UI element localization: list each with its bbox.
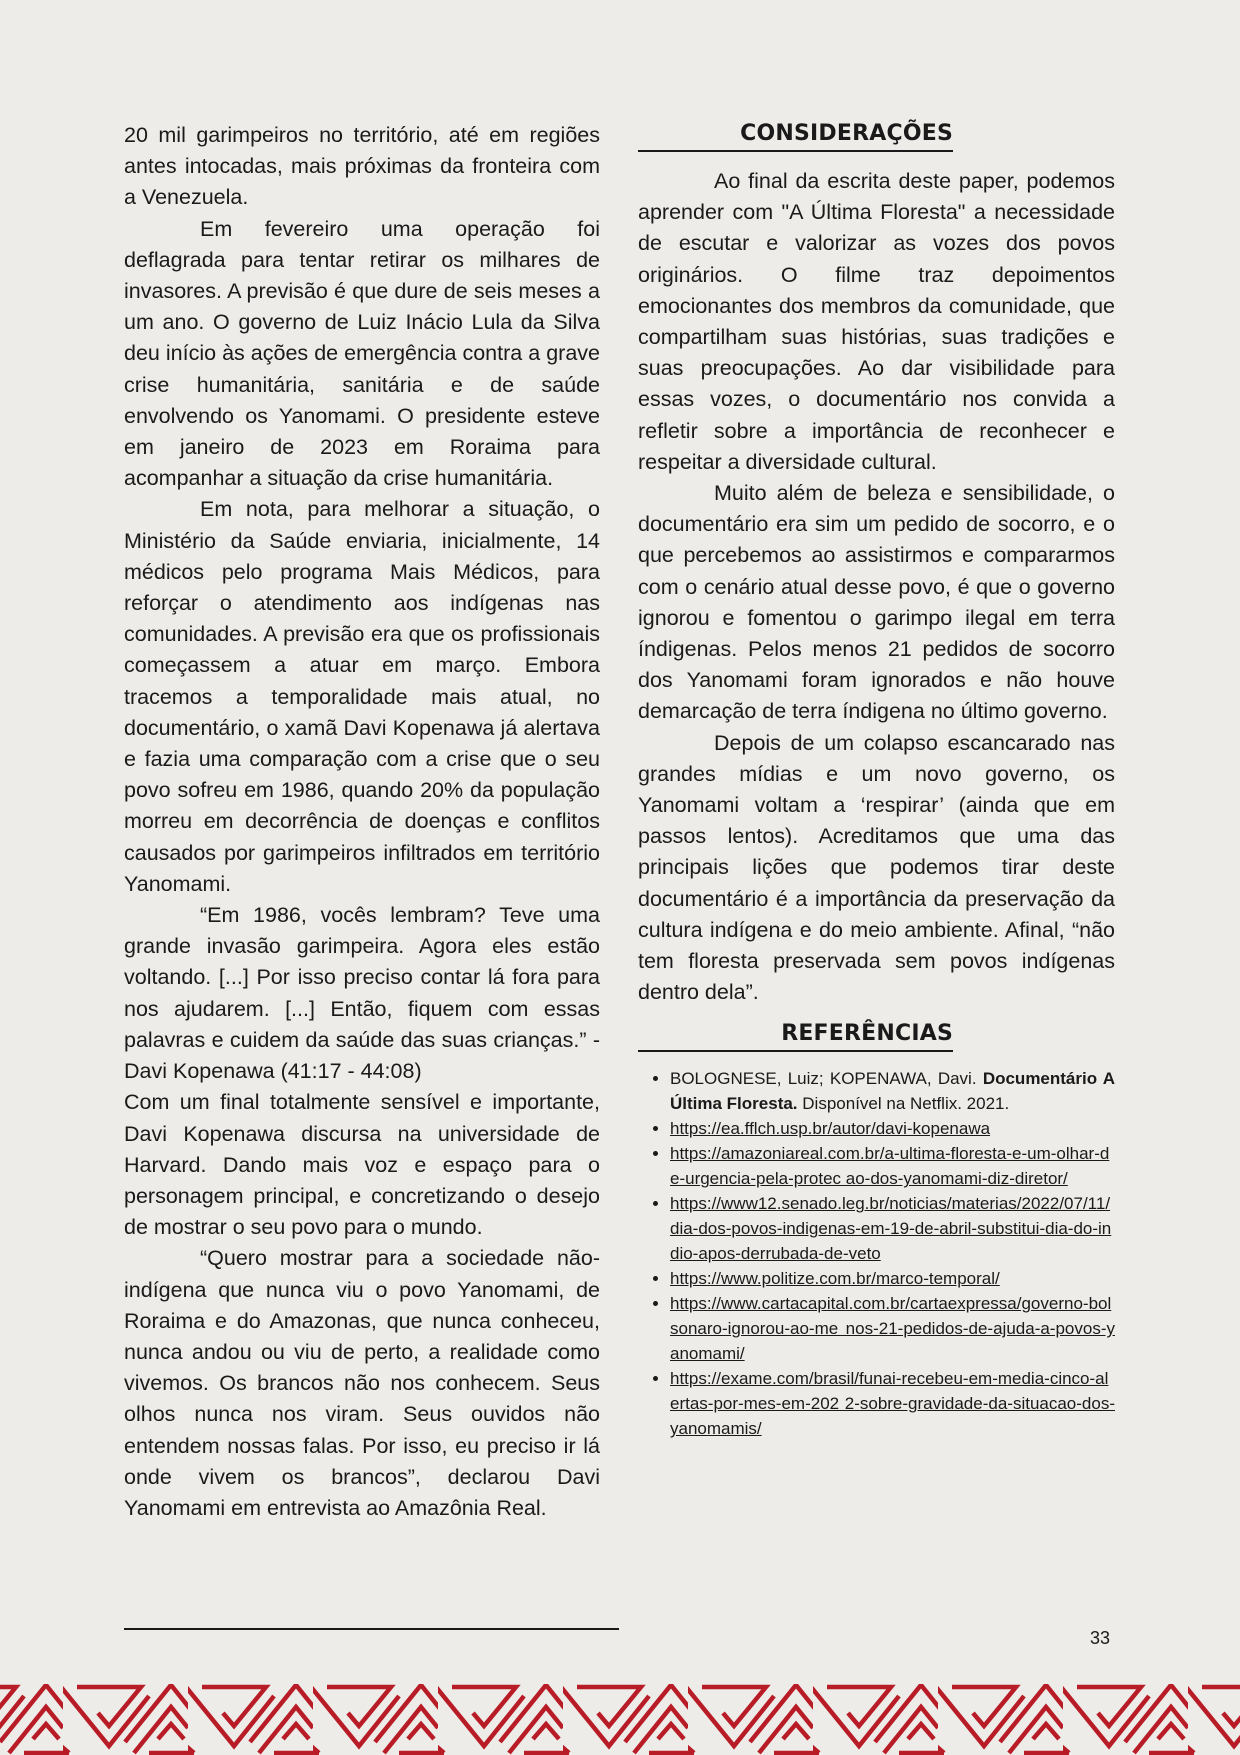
- body-paragraph: Com um final totalmente sensível e importante, Davi Kopenawa discursa na universidade de Harvard. Dando mais voz e espaço para o personagem principal, e concretizando o desejo de mostrar o seu povo para o mundo.: [124, 1090, 600, 1240]
- reference-item: [670, 1291, 1115, 1366]
- reference-link[interactable]: https://ea.fflch.usp.br/autor/davi-kopenawa: [670, 1119, 991, 1139]
- reference-link[interactable]: https://exame.com/brasil/funai-recebeu-em-media-cinco-alertas-por-mes-em-202 2-sobre-gravidade-da-situacao-dos-yanomamis/: [670, 1369, 1115, 1439]
- body-paragraph: Em fevereiro uma operação foi deflagrada para tentar retirar os milhares de invasores. A previsão é que dure de seis meses a um ano. O governo de Luiz Inácio Lula da Silva deu início às ações de emergência contra a grave crise humanitária, sanitária e de saúde envolvendo os Yanomami. O presidente esteve em janeiro de 2023 em Roraima para acompanhar a situação da crise humanitária.: [124, 216, 600, 491]
- bottom-divider: [124, 1628, 619, 1630]
- reference-source: Disponível na Netflix. 2021.: [802, 1094, 1010, 1114]
- body-paragraph: Muito além de beleza e sensibilidade, o documentário era sim um pedido de socorro, e o que percebemos ao assistirmos e compararmos com o cenário atual desse povo, é que o governo ignorou e fomentou o garimpo ilegal em terra índigenas. Pelos menos 21 pedidos de socorro dos Yanomami foram ignorados e não houve demarcação de terra índigena no último governo.: [638, 481, 1115, 724]
- considerations-heading: CONSIDERAÇÕES: [638, 120, 953, 152]
- references-heading: REFERÊNCIAS: [638, 1020, 953, 1052]
- body-paragraph: Em nota, para melhorar a situação, o Ministério da Saúde enviaria, inicialmente, 14 médicos pelo programa Mais Médicos, para reforçar o atendimento aos indígenas nas comunidades. A previsão era que os profissionais começassem a atuar em março. Embora tracemos a temporalidade mais atual, no documentário, o xamã Davi Kopenawa já alertava e fazia uma comparação com a crise que o seu povo sofreu em 1986, quando 20% da população morreu em decorrência de doenças e conflitos causados por garimpeiros infiltrados em território Yanomami.: [124, 497, 600, 896]
- reference-title: Documentário A Última Floresta.: [670, 1069, 1115, 1114]
- reference-item: [670, 1191, 1115, 1266]
- quote-paragraph: “Em 1986, vocês lembram? Teve uma grande invasão garimpeira. Agora eles estão voltando. [...] Por isso preciso contar lá fora para nos ajudarem. [...] Então, fiquem com essas palavras e cuidem da saúde das suas crianças.” - Davi Kopenawa (41:17 - 44:08): [124, 903, 600, 1084]
- indigenous-triangle-pattern-icon: [0, 1684, 1240, 1755]
- reference-link[interactable]: https://amazoniareal.com.br/a-ultima-floresta-e-um-olhar-de-urgencia-pela-protec ao-dos-yanomami-diz-diretor/: [670, 1144, 1110, 1189]
- left-column: [124, 120, 600, 1524]
- reference-item: [670, 1266, 1115, 1291]
- body-paragraph: Ao final da escrita deste paper, podemos aprender com "A Última Floresta" a necessidade de escutar e valorizar as vozes dos povos originários. O filme traz depoimentos emocionantes dos membros da comunidade, que compartilham suas histórias, suas tradições e suas preocupações. Ao dar visibilidade para essas vozes, o documentário nos convida a refletir sobre a importância de reconhecer e respeitar a diversidade cultural.: [638, 169, 1115, 474]
- reference-item: [670, 1116, 1115, 1141]
- body-paragraph: Depois de um colapso escancarado nas grandes mídias e um novo governo, os Yanomami voltam a ‘respirar’ (ainda que em passos lentos). Acreditamos que uma das principais lições que podemos tirar deste documentário é a importância da preservação da cultura indígena e do meio ambiente. Afinal, “não tem floresta preservada sem povos indígenas dentro dela”.: [638, 730, 1115, 1005]
- reference-link[interactable]: https://www12.senado.leg.br/noticias/materias/2022/07/11/dia-dos-povos-indigenas-em-19-de-abril-substitui-dia-do-indio-apos-derrubada-de-veto: [670, 1194, 1112, 1264]
- quote-paragraph: “Quero mostrar para a sociedade não-indígena que nunca viu o povo Yanomami, de Roraima e do Amazonas, que nunca conheceu, nunca andou ou viu de perto, a realidade como vivemos. Os brancos não nos conhecem. Seus olhos nunca nos viram. Seus ouvidos não entendem nossas falas. Por isso, eu preciso ir lá onde vivem os brancos”, declarou Davi Yanomami em entrevista ao Amazônia Real.: [124, 1246, 600, 1520]
- right-column: [638, 120, 1115, 1441]
- reference-link[interactable]: https://www.politize.com.br/marco-temporal/: [670, 1269, 1000, 1289]
- reference-link[interactable]: https://www.cartacapital.com.br/cartaexpressa/governo-bolsonaro-ignorou-ao-me nos-21-pedidos-de-ajuda-a-povos-yanomami/: [670, 1294, 1115, 1364]
- page-number: 33: [1090, 1628, 1111, 1648]
- reference-item: [670, 1066, 1115, 1116]
- reference-authors: BOLOGNESE, Luiz; KOPENAWA, Davi.: [670, 1069, 977, 1089]
- reference-item: [670, 1141, 1115, 1191]
- references-list: [638, 1066, 1115, 1441]
- body-paragraph: 20 mil garimpeiros no território, até em regiões antes intocadas, mais próximas da fronteira com a Venezuela.: [124, 123, 600, 210]
- reference-item: [670, 1366, 1115, 1441]
